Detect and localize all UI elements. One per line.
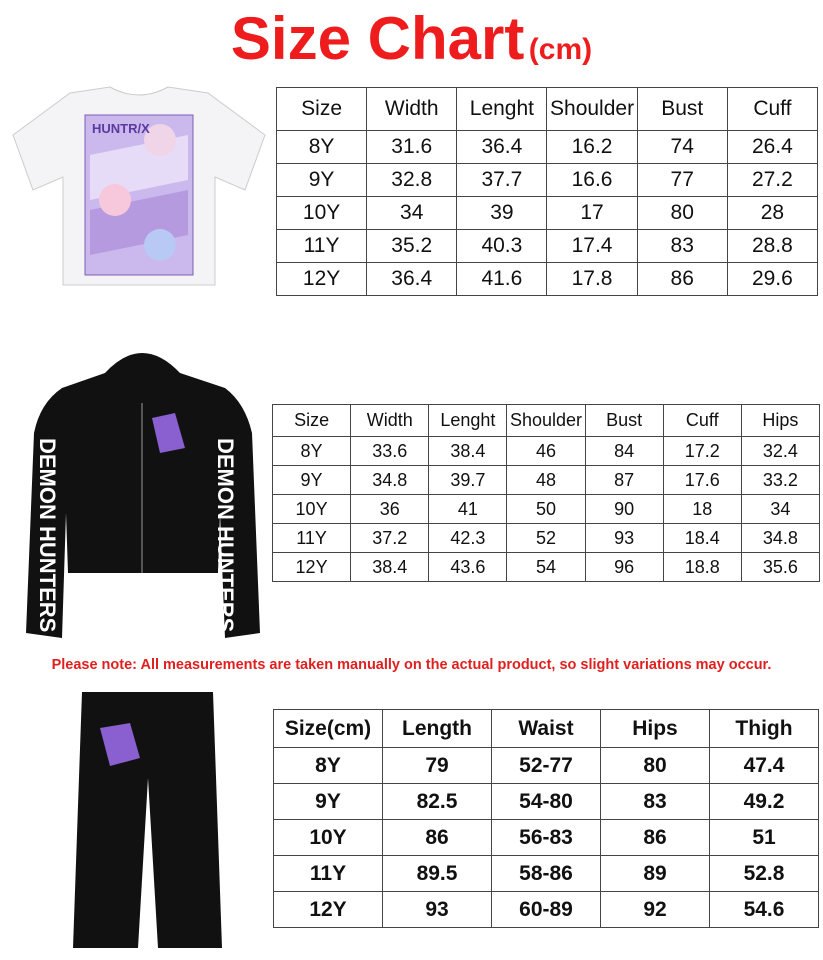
- table-cell: 35.6: [741, 553, 819, 582]
- table-row: [277, 164, 818, 197]
- table-cell: 54.6: [710, 892, 819, 928]
- table-cell: 86: [637, 263, 727, 296]
- table-cell: 52: [507, 524, 585, 553]
- table-cell: 17.6: [663, 466, 741, 495]
- tshirt-logo: HUNTR/X: [92, 121, 150, 136]
- table-cell: 38.4: [429, 437, 507, 466]
- table-cell: 36: [351, 495, 429, 524]
- table-cell: 17.8: [547, 263, 637, 296]
- table-cell: 16.6: [547, 164, 637, 197]
- table-cell: 84: [585, 437, 663, 466]
- table-cell: 34.8: [351, 466, 429, 495]
- table-cell: 39: [457, 197, 547, 230]
- table-cell: 34.8: [741, 524, 819, 553]
- table-cell: 34: [741, 495, 819, 524]
- table-row: [277, 230, 818, 263]
- table-cell: 86: [383, 820, 492, 856]
- table-cell: 80: [637, 197, 727, 230]
- table-row: [273, 524, 820, 553]
- table-cell: 90: [585, 495, 663, 524]
- left-sleeve-text: DEMON HUNTERS: [35, 438, 60, 633]
- table-row: [273, 553, 820, 582]
- table-cell: 17.2: [663, 437, 741, 466]
- table-cell: 18.4: [663, 524, 741, 553]
- table-cell: 43.6: [429, 553, 507, 582]
- table-cell: 32.4: [741, 437, 819, 466]
- table-header-row: [273, 405, 820, 437]
- table-cell: 86: [601, 820, 710, 856]
- header-cell: Hips: [741, 405, 819, 437]
- table-cell: 54-80: [492, 784, 601, 820]
- title-unit: (cm): [528, 33, 593, 66]
- table-cell: 9Y: [274, 784, 383, 820]
- table-cell: 35.2: [367, 230, 457, 263]
- table-cell: 38.4: [351, 553, 429, 582]
- header-cell: Bust: [637, 88, 727, 131]
- table-cell: 31.6: [367, 131, 457, 164]
- table-cell: 17: [547, 197, 637, 230]
- table-cell: 10Y: [274, 820, 383, 856]
- table-cell: 12Y: [274, 892, 383, 928]
- table-cell: 58-86: [492, 856, 601, 892]
- header-cell: Size: [273, 405, 351, 437]
- table-cell: 89.5: [383, 856, 492, 892]
- table-cell: 79: [383, 748, 492, 784]
- table-cell: 18: [663, 495, 741, 524]
- table-cell: 28.8: [727, 230, 817, 263]
- table-cell: 52.8: [710, 856, 819, 892]
- header-cell: Hips: [601, 710, 710, 748]
- table-cell: 48: [507, 466, 585, 495]
- table-cell: 9Y: [273, 466, 351, 495]
- tshirt-size-table: [276, 87, 818, 296]
- table-cell: 9Y: [277, 164, 367, 197]
- table-cell: 92: [601, 892, 710, 928]
- table-cell: 18.8: [663, 553, 741, 582]
- table-cell: 89: [601, 856, 710, 892]
- table-cell: 41.6: [457, 263, 547, 296]
- tshirt-image: [10, 85, 268, 295]
- table-row: [277, 131, 818, 164]
- table-cell: 11Y: [277, 230, 367, 263]
- table-cell: 37.7: [457, 164, 547, 197]
- right-sleeve-text: DEMON HUNTERS: [213, 438, 238, 633]
- table-row: [273, 466, 820, 495]
- table-cell: 8Y: [273, 437, 351, 466]
- hoodie-image: [20, 343, 265, 653]
- table-cell: 17.4: [547, 230, 637, 263]
- table-cell: 42.3: [429, 524, 507, 553]
- header-cell: Width: [351, 405, 429, 437]
- header-cell: Length: [383, 710, 492, 748]
- table-cell: 8Y: [277, 131, 367, 164]
- table-cell: 33.6: [351, 437, 429, 466]
- measurement-note: Please note: All measurements are taken manually on the actual product, so slight variations may occur.: [51, 657, 772, 673]
- table-cell: 12Y: [273, 553, 351, 582]
- table-cell: 87: [585, 466, 663, 495]
- table-cell: 51: [710, 820, 819, 856]
- table-cell: 40.3: [457, 230, 547, 263]
- table-cell: 77: [637, 164, 727, 197]
- table-cell: 11Y: [274, 856, 383, 892]
- table-cell: 41: [429, 495, 507, 524]
- table-cell: 33.2: [741, 466, 819, 495]
- table-header-row: [274, 710, 819, 748]
- header-cell: Lenght: [429, 405, 507, 437]
- table-cell: 83: [601, 784, 710, 820]
- pants-image: [70, 688, 225, 953]
- table-cell: 16.2: [547, 131, 637, 164]
- table-cell: 47.4: [710, 748, 819, 784]
- table-header-row: [277, 88, 818, 131]
- table-cell: 46: [507, 437, 585, 466]
- table-cell: 74: [637, 131, 727, 164]
- header-cell: Width: [367, 88, 457, 131]
- title-text: Size Chart: [230, 5, 525, 72]
- table-cell: 12Y: [277, 263, 367, 296]
- table-cell: 82.5: [383, 784, 492, 820]
- table-row: [274, 856, 819, 892]
- header-cell: Cuff: [727, 88, 817, 131]
- table-cell: 80: [601, 748, 710, 784]
- table-cell: 8Y: [274, 748, 383, 784]
- table-cell: 39.7: [429, 466, 507, 495]
- page-title: [0, 4, 823, 73]
- table-cell: 56-83: [492, 820, 601, 856]
- table-row: [274, 784, 819, 820]
- table-cell: 96: [585, 553, 663, 582]
- table-cell: 36.4: [367, 263, 457, 296]
- table-cell: 93: [383, 892, 492, 928]
- header-cell: Lenght: [457, 88, 547, 131]
- table-row: [274, 892, 819, 928]
- hoodie-size-table: [272, 404, 820, 582]
- table-cell: 93: [585, 524, 663, 553]
- table-cell: 28: [727, 197, 817, 230]
- table-row: [273, 437, 820, 466]
- header-cell: Cuff: [663, 405, 741, 437]
- header-cell: Size(cm): [274, 710, 383, 748]
- table-cell: 34: [367, 197, 457, 230]
- table-cell: 26.4: [727, 131, 817, 164]
- table-cell: 11Y: [273, 524, 351, 553]
- table-row: [273, 495, 820, 524]
- table-cell: 29.6: [727, 263, 817, 296]
- header-cell: Shoulder: [547, 88, 637, 131]
- header-cell: Waist: [492, 710, 601, 748]
- table-cell: 49.2: [710, 784, 819, 820]
- table-row: [274, 820, 819, 856]
- table-cell: 36.4: [457, 131, 547, 164]
- table-cell: 52-77: [492, 748, 601, 784]
- table-row: [277, 263, 818, 296]
- table-row: [274, 748, 819, 784]
- table-cell: 10Y: [273, 495, 351, 524]
- pants-size-table: [273, 709, 819, 928]
- table-cell: 37.2: [351, 524, 429, 553]
- table-row: [277, 197, 818, 230]
- header-cell: Thigh: [710, 710, 819, 748]
- header-cell: Bust: [585, 405, 663, 437]
- table-cell: 60-89: [492, 892, 601, 928]
- table-cell: 50: [507, 495, 585, 524]
- table-cell: 10Y: [277, 197, 367, 230]
- header-cell: Shoulder: [507, 405, 585, 437]
- table-cell: 54: [507, 553, 585, 582]
- header-cell: Size: [277, 88, 367, 131]
- table-cell: 32.8: [367, 164, 457, 197]
- table-cell: 27.2: [727, 164, 817, 197]
- table-cell: 83: [637, 230, 727, 263]
